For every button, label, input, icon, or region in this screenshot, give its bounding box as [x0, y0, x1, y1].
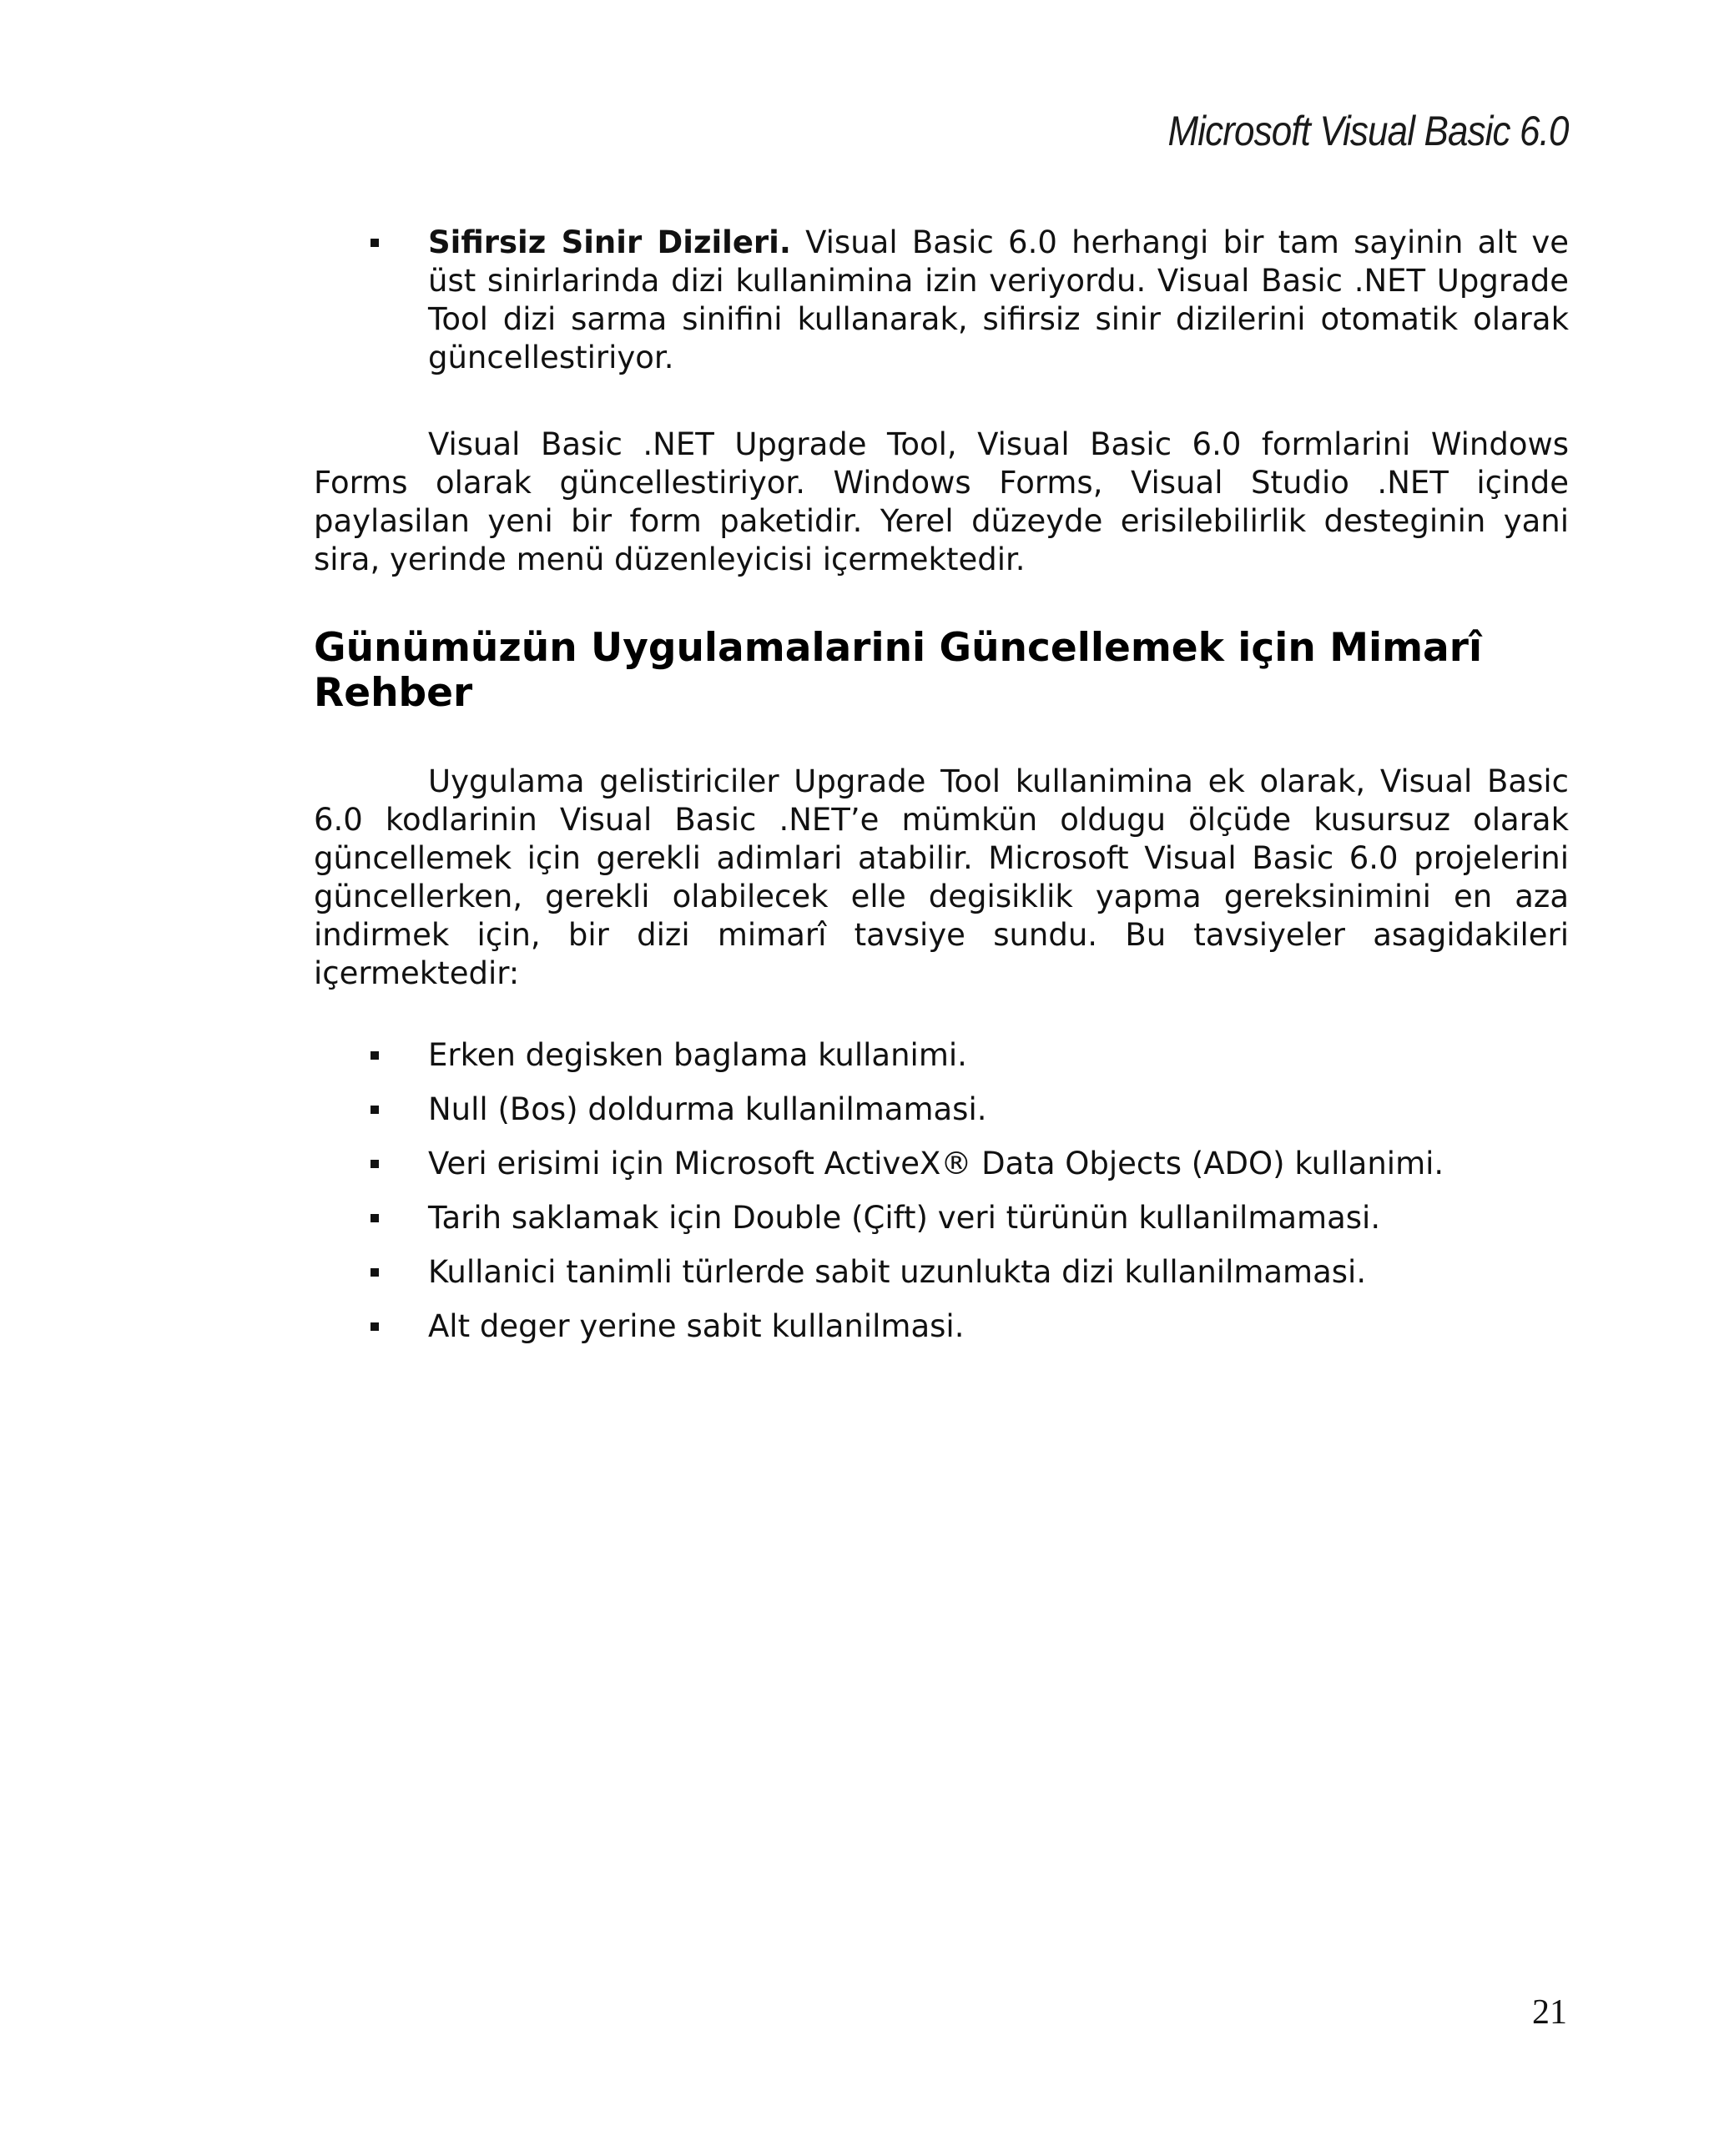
list-item: [314, 1307, 1569, 1346]
list-item-text: Null (Bos) doldurma kullanilmamasi.: [428, 1091, 987, 1127]
list-item: [314, 224, 1569, 377]
body-paragraph: Uygulama gelistiriciler Upgrade Tool kullanimina ek olarak, Visual Basic 6.0 kodlarinin Visual Basic .NET’e mümkün oldugu ölçüde kusursuz olarak güncellemek için gerekli adimlari atabilir. Microsoft Visual Basic 6.0 projelerini güncellerken, gerekli olabilecek elle degisiklik yapma gereksinimini en aza indirmek için, bir dizi mimarî tavsiye sundu. Bu tavsiyeler asagidakileri içermektedir:: [314, 763, 1569, 991]
list-item: [314, 1145, 1569, 1183]
square-bullet-icon: [371, 1106, 379, 1114]
list-item: [314, 1091, 1569, 1129]
bullet-text: Visual Basic 6.0 herhangi bir tam sayinin alt ve üst sinirlarinda dizi kullanimina izin veriyordu. Visual Basic .NET Upgrade Tool dizi sarma sinifini kullanarak, sifirsiz sinir dizilerini otomatik olarak güncellestiriyor.: [428, 224, 1569, 375]
list-item: [314, 1036, 1569, 1075]
square-bullet-icon: [371, 1160, 379, 1168]
square-bullet-icon: [371, 1268, 379, 1277]
list-item-text: Veri erisimi için Microsoft ActiveX® Data Objects (ADO) kullanimi.: [428, 1146, 1444, 1181]
section-heading: Günümüzün Uygulamalarini Güncellemek için Mimarî Rehber: [314, 625, 1483, 716]
page-content: [314, 224, 1569, 1362]
body-paragraph: Visual Basic .NET Upgrade Tool, Visual Basic 6.0 formlarini Windows Forms olarak güncellestiriyor. Windows Forms, Visual Studio .NET içinde paylasilan yeni bir form paketidir. Yerel düzeyde erisilebilirlik desteginin yani sira, yerinde menü düzenleyicisi içermektedir.: [314, 426, 1569, 577]
square-bullet-icon: [371, 1214, 379, 1222]
square-bullet-icon: [371, 1051, 379, 1060]
list-item-text: Alt deger yerine sabit kullanilmasi.: [428, 1308, 965, 1344]
list-item-text: Tarih saklamak için Double (Çift) veri türünün kullanilmamasi.: [428, 1200, 1381, 1236]
page-number: 21: [1532, 1993, 1567, 2032]
list-item: [314, 1253, 1569, 1292]
square-bullet-icon: [371, 1322, 379, 1331]
list-item-text: Erken degisken baglama kullanimi.: [428, 1037, 967, 1073]
bullet-term: Sifirsiz Sinir Dizileri.: [428, 224, 791, 260]
recommendation-list: [314, 1036, 1569, 1346]
intro-bullet-list: [314, 224, 1569, 377]
running-header: Microsoft Visual Basic 6.0: [1167, 108, 1569, 154]
list-item: [314, 1199, 1569, 1237]
list-item-text: Kullanici tanimli türlerde sabit uzunlukta dizi kullanilmamasi.: [428, 1254, 1367, 1290]
square-bullet-icon: [371, 239, 379, 247]
